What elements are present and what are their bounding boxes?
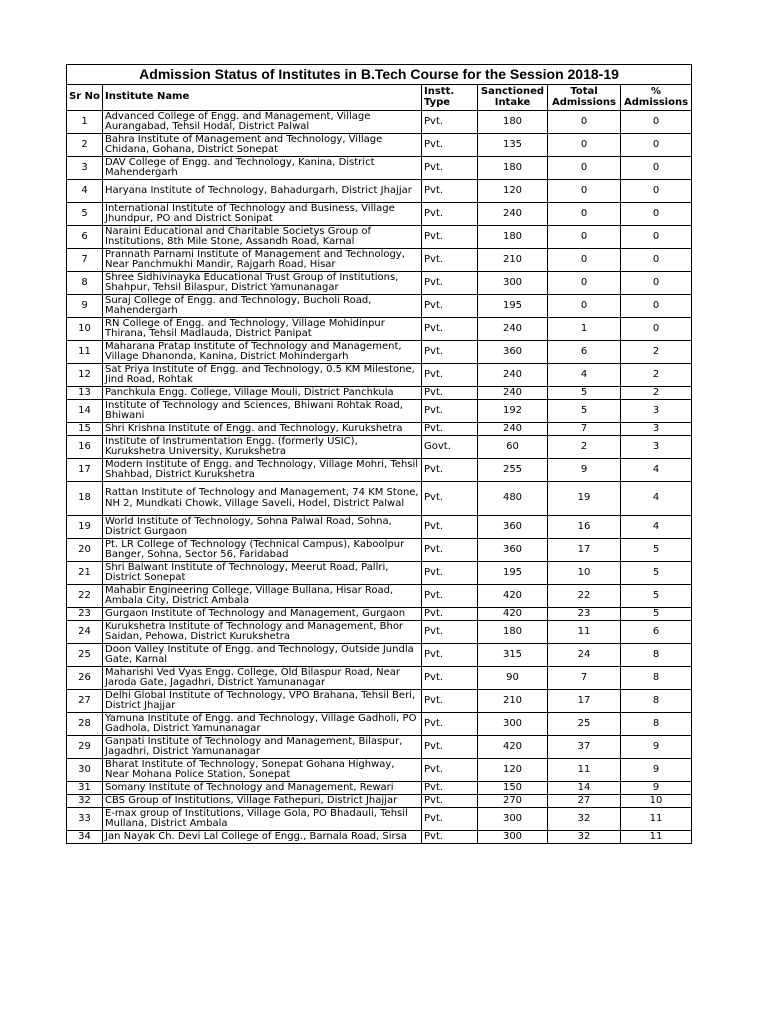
sr-no-cell: 19 [67, 516, 103, 539]
pct-admissions-cell: 3 [621, 400, 692, 423]
institute-name-cell: Maharishi Ved Vyas Engg. College, Old Bilaspur Road, Near Jaroda Gate, Jagadhri, District Yamunanagar [103, 667, 422, 690]
pct-admissions-cell: 4 [621, 459, 692, 482]
institute-name-cell: Mahabir Engineering College, Village Bullana, Hisar Road, Ambala City, District Ambala [103, 585, 422, 608]
institute-name-cell: Yamuna Institute of Engg. and Technology, Village Gadholi, PO Gadhola, District Yamunanagar [103, 713, 422, 736]
sr-no-cell: 4 [67, 180, 103, 203]
instt-type-cell: Pvt. [422, 808, 478, 831]
sr-no-cell: 12 [67, 364, 103, 387]
pct-admissions-cell: 0 [621, 180, 692, 203]
pct-admissions-cell: 5 [621, 562, 692, 585]
institute-name-cell: E-max group of Institutions, Village Gola, PO Bhadauli, Tehsil Mullana, District Ambala [103, 808, 422, 831]
sanctioned-intake-cell: 255 [478, 459, 548, 482]
pct-admissions-cell: 0 [621, 226, 692, 249]
instt-type-cell: Pvt. [422, 585, 478, 608]
instt-type-cell: Pvt. [422, 295, 478, 318]
total-admissions-cell: 16 [548, 516, 621, 539]
sanctioned-intake-cell: 300 [478, 808, 548, 831]
total-admissions-cell: 0 [548, 249, 621, 272]
pct-admissions-cell: 11 [621, 831, 692, 844]
header-instt-type: Instt. Type [422, 85, 478, 111]
instt-type-cell: Pvt. [422, 364, 478, 387]
instt-type-cell: Pvt. [422, 539, 478, 562]
sanctioned-intake-cell: 180 [478, 157, 548, 180]
institute-name-cell: Maharana Pratap Institute of Technology and Management, Village Dhanonda, Kanina, District Mohindergarh [103, 341, 422, 364]
total-admissions-cell: 37 [548, 736, 621, 759]
sanctioned-intake-cell: 180 [478, 621, 548, 644]
total-admissions-cell: 7 [548, 667, 621, 690]
table-row [67, 831, 692, 844]
instt-type-cell: Pvt. [422, 318, 478, 341]
pct-admissions-cell: 2 [621, 387, 692, 400]
sr-no-cell: 10 [67, 318, 103, 341]
institute-name-cell: Kurukshetra Institute of Technology and Management, Bhor Saidan, Pehowa, District Kurukshetra [103, 621, 422, 644]
sr-no-cell: 24 [67, 621, 103, 644]
sr-no-cell: 1 [67, 111, 103, 134]
institute-name-cell: Institute of Technology and Sciences, Bhiwani Rohtak Road, Bhiwani [103, 400, 422, 423]
sr-no-cell: 9 [67, 295, 103, 318]
table-row [67, 180, 692, 203]
table-row [67, 341, 692, 364]
table-row [67, 387, 692, 400]
total-admissions-cell: 19 [548, 482, 621, 516]
sanctioned-intake-cell: 120 [478, 759, 548, 782]
instt-type-cell: Pvt. [422, 482, 478, 516]
instt-type-cell: Pvt. [422, 516, 478, 539]
total-admissions-cell: 0 [548, 203, 621, 226]
table-row [67, 157, 692, 180]
table-row [67, 318, 692, 341]
pct-admissions-cell: 0 [621, 295, 692, 318]
table-row [67, 795, 692, 808]
total-admissions-cell: 0 [548, 272, 621, 295]
sr-no-cell: 20 [67, 539, 103, 562]
sr-no-cell: 3 [67, 157, 103, 180]
instt-type-cell: Pvt. [422, 203, 478, 226]
sanctioned-intake-cell: 120 [478, 180, 548, 203]
pct-admissions-cell: 9 [621, 736, 692, 759]
total-admissions-cell: 0 [548, 157, 621, 180]
sr-no-cell: 2 [67, 134, 103, 157]
sr-no-cell: 34 [67, 831, 103, 844]
sr-no-cell: 18 [67, 482, 103, 516]
total-admissions-cell: 14 [548, 782, 621, 795]
total-admissions-cell: 22 [548, 585, 621, 608]
sr-no-cell: 31 [67, 782, 103, 795]
institute-name-cell: RN College of Engg. and Technology, Village Mohidinpur Thirana, Tehsil Madlauda, District Panipat [103, 318, 422, 341]
instt-type-cell: Pvt. [422, 180, 478, 203]
institute-name-cell: CBS Group of Institutions, Village Fathepuri, District Jhajjar [103, 795, 422, 808]
sanctioned-intake-cell: 420 [478, 585, 548, 608]
table-title: Admission Status of Institutes in B.Tech Course for the Session 2018-19 [67, 65, 692, 85]
header-sanctioned-intake: Sanctioned Intake [478, 85, 548, 111]
sanctioned-intake-cell: 240 [478, 387, 548, 400]
total-admissions-cell: 0 [548, 295, 621, 318]
institute-name-cell: International Institute of Technology and Business, Village Jhundpur, PO and District Sonipat [103, 203, 422, 226]
pct-admissions-cell: 5 [621, 539, 692, 562]
sr-no-cell: 22 [67, 585, 103, 608]
instt-type-cell: Pvt. [422, 341, 478, 364]
sanctioned-intake-cell: 192 [478, 400, 548, 423]
table-row [67, 400, 692, 423]
institute-name-cell: DAV College of Engg. and Technology, Kanina, District Mahendergarh [103, 157, 422, 180]
header-sr-no: Sr No [67, 85, 103, 111]
institute-name-cell: Advanced College of Engg. and Management, Village Aurangabad, Tehsil Hodal, District Palwal [103, 111, 422, 134]
total-admissions-cell: 11 [548, 621, 621, 644]
pct-admissions-cell: 0 [621, 203, 692, 226]
instt-type-cell: Pvt. [422, 387, 478, 400]
sanctioned-intake-cell: 60 [478, 436, 548, 459]
table-header-row [67, 85, 692, 111]
institute-name-cell: Naraini Educational and Charitable Societys Group of Institutions, 8th Mile Stone, Assandh Road, Karnal [103, 226, 422, 249]
instt-type-cell: Pvt. [422, 713, 478, 736]
sanctioned-intake-cell: 180 [478, 111, 548, 134]
total-admissions-cell: 5 [548, 387, 621, 400]
institute-name-cell: Doon Valley Institute of Engg. and Technology, Outside Jundla Gate, Karnal [103, 644, 422, 667]
total-admissions-cell: 2 [548, 436, 621, 459]
institute-name-cell: Shree Sidhivinayka Educational Trust Group of Institutions, Shahpur, Tehsil Bilaspur, District Yamunanagar [103, 272, 422, 295]
pct-admissions-cell: 11 [621, 808, 692, 831]
table-row [67, 226, 692, 249]
total-admissions-cell: 23 [548, 608, 621, 621]
sanctioned-intake-cell: 360 [478, 341, 548, 364]
institute-name-cell: Sat Priya Institute of Engg. and Technology, 0.5 KM Milestone, Jind Road, Rohtak [103, 364, 422, 387]
sr-no-cell: 29 [67, 736, 103, 759]
sanctioned-intake-cell: 135 [478, 134, 548, 157]
pct-admissions-cell: 4 [621, 516, 692, 539]
table-row [67, 608, 692, 621]
institute-name-cell: Bharat Institute of Technology, Sonepat Gohana Highway, Near Mohana Police Station, Sonepat [103, 759, 422, 782]
table-row [67, 272, 692, 295]
total-admissions-cell: 6 [548, 341, 621, 364]
admissions-table [66, 64, 692, 844]
institute-name-cell: Shri Krishna Institute of Engg. and Technology, Kurukshetra [103, 423, 422, 436]
table-row [67, 759, 692, 782]
total-admissions-cell: 11 [548, 759, 621, 782]
institute-name-cell: Pt. LR College of Technology (Technical Campus), Kaboolpur Banger, Sohna, Sector 56, Faridabad [103, 539, 422, 562]
sr-no-cell: 14 [67, 400, 103, 423]
instt-type-cell: Pvt. [422, 644, 478, 667]
pct-admissions-cell: 0 [621, 249, 692, 272]
table-row [67, 364, 692, 387]
table-row [67, 808, 692, 831]
pct-admissions-cell: 0 [621, 111, 692, 134]
institute-name-cell: Bahra Institute of Management and Technology, Village Chidana, Gohana, District Sonepat [103, 134, 422, 157]
sanctioned-intake-cell: 300 [478, 831, 548, 844]
total-admissions-cell: 1 [548, 318, 621, 341]
instt-type-cell: Pvt. [422, 759, 478, 782]
instt-type-cell: Pvt. [422, 736, 478, 759]
sanctioned-intake-cell: 300 [478, 272, 548, 295]
total-admissions-cell: 0 [548, 226, 621, 249]
table-row [67, 690, 692, 713]
pct-admissions-cell: 6 [621, 621, 692, 644]
table-row [67, 782, 692, 795]
pct-admissions-cell: 3 [621, 423, 692, 436]
table-row [67, 516, 692, 539]
header-pct-admissions: % Admissions [621, 85, 692, 111]
pct-admissions-cell: 0 [621, 134, 692, 157]
total-admissions-cell: 24 [548, 644, 621, 667]
sanctioned-intake-cell: 360 [478, 539, 548, 562]
total-admissions-cell: 4 [548, 364, 621, 387]
institute-name-cell: Haryana Institute of Technology, Bahadurgarh, District Jhajjar [103, 180, 422, 203]
institute-name-cell: Jan Nayak Ch. Devi Lal College of Engg., Barnala Road, Sirsa [103, 831, 422, 844]
header-total-admissions: Total Admissions [548, 85, 621, 111]
sr-no-cell: 27 [67, 690, 103, 713]
table-body [67, 111, 692, 844]
institute-name-cell: Delhi Global Institute of Technology, VPO Brahana, Tehsil Beri, District Jhajjar [103, 690, 422, 713]
instt-type-cell: Pvt. [422, 608, 478, 621]
sanctioned-intake-cell: 300 [478, 713, 548, 736]
instt-type-cell: Pvt. [422, 111, 478, 134]
institute-name-cell: Shri Balwant Institute of Technology, Meerut Road, Pallri, District Sonepat [103, 562, 422, 585]
institute-name-cell: Prannath Parnami Institute of Management and Technology, Near Panchmukhi Mandir, Rajgarh Road, Hisar [103, 249, 422, 272]
sanctioned-intake-cell: 240 [478, 364, 548, 387]
pct-admissions-cell: 2 [621, 341, 692, 364]
sr-no-cell: 17 [67, 459, 103, 482]
table-row [67, 295, 692, 318]
table-row [67, 585, 692, 608]
sr-no-cell: 33 [67, 808, 103, 831]
pct-admissions-cell: 10 [621, 795, 692, 808]
total-admissions-cell: 0 [548, 111, 621, 134]
sanctioned-intake-cell: 195 [478, 295, 548, 318]
institute-name-cell: Gurgaon Institute of Technology and Management, Gurgaon [103, 608, 422, 621]
pct-admissions-cell: 8 [621, 713, 692, 736]
sanctioned-intake-cell: 420 [478, 608, 548, 621]
sanctioned-intake-cell: 90 [478, 667, 548, 690]
institute-name-cell: Panchkula Engg. College, Village Mouli, District Panchkula [103, 387, 422, 400]
pct-admissions-cell: 9 [621, 782, 692, 795]
instt-type-cell: Pvt. [422, 690, 478, 713]
institute-name-cell: Rattan Institute of Technology and Management, 74 KM Stone, NH 2, Mundkati Chowk, Village Saveli, Hodel, District Palwal [103, 482, 422, 516]
sr-no-cell: 13 [67, 387, 103, 400]
sanctioned-intake-cell: 420 [478, 736, 548, 759]
pct-admissions-cell: 5 [621, 608, 692, 621]
table-row [67, 249, 692, 272]
instt-type-cell: Pvt. [422, 157, 478, 180]
sanctioned-intake-cell: 480 [478, 482, 548, 516]
pct-admissions-cell: 2 [621, 364, 692, 387]
sanctioned-intake-cell: 180 [478, 226, 548, 249]
header-institute-name: Institute Name [103, 85, 422, 111]
total-admissions-cell: 9 [548, 459, 621, 482]
institute-name-cell: World Institute of Technology, Sohna Palwal Road, Sohna, District Gurgaon [103, 516, 422, 539]
total-admissions-cell: 0 [548, 180, 621, 203]
pct-admissions-cell: 9 [621, 759, 692, 782]
total-admissions-cell: 32 [548, 831, 621, 844]
instt-type-cell: Pvt. [422, 795, 478, 808]
table-row [67, 667, 692, 690]
sr-no-cell: 23 [67, 608, 103, 621]
sanctioned-intake-cell: 210 [478, 249, 548, 272]
total-admissions-cell: 27 [548, 795, 621, 808]
sanctioned-intake-cell: 150 [478, 782, 548, 795]
instt-type-cell: Pvt. [422, 459, 478, 482]
total-admissions-cell: 5 [548, 400, 621, 423]
institute-name-cell: Modern Institute of Engg. and Technology, Village Mohri, Tehsil Shahbad, District Kurukshetra [103, 459, 422, 482]
instt-type-cell: Pvt. [422, 226, 478, 249]
sr-no-cell: 26 [67, 667, 103, 690]
sr-no-cell: 8 [67, 272, 103, 295]
sr-no-cell: 30 [67, 759, 103, 782]
table-row [67, 562, 692, 585]
sanctioned-intake-cell: 315 [478, 644, 548, 667]
instt-type-cell: Pvt. [422, 667, 478, 690]
instt-type-cell: Govt. [422, 436, 478, 459]
total-admissions-cell: 17 [548, 690, 621, 713]
table-row [67, 621, 692, 644]
table-row [67, 736, 692, 759]
pct-admissions-cell: 8 [621, 667, 692, 690]
pct-admissions-cell: 0 [621, 272, 692, 295]
sanctioned-intake-cell: 270 [478, 795, 548, 808]
sanctioned-intake-cell: 195 [478, 562, 548, 585]
sanctioned-intake-cell: 240 [478, 203, 548, 226]
pct-admissions-cell: 3 [621, 436, 692, 459]
total-admissions-cell: 7 [548, 423, 621, 436]
sanctioned-intake-cell: 240 [478, 318, 548, 341]
sanctioned-intake-cell: 210 [478, 690, 548, 713]
total-admissions-cell: 32 [548, 808, 621, 831]
sr-no-cell: 32 [67, 795, 103, 808]
pct-admissions-cell: 8 [621, 690, 692, 713]
sr-no-cell: 11 [67, 341, 103, 364]
instt-type-cell: Pvt. [422, 621, 478, 644]
table-row [67, 436, 692, 459]
instt-type-cell: Pvt. [422, 134, 478, 157]
table-row [67, 644, 692, 667]
table-row [67, 111, 692, 134]
instt-type-cell: Pvt. [422, 272, 478, 295]
instt-type-cell: Pvt. [422, 831, 478, 844]
sr-no-cell: 5 [67, 203, 103, 226]
sanctioned-intake-cell: 360 [478, 516, 548, 539]
instt-type-cell: Pvt. [422, 782, 478, 795]
total-admissions-cell: 0 [548, 134, 621, 157]
table-row [67, 539, 692, 562]
table-row [67, 203, 692, 226]
total-admissions-cell: 17 [548, 539, 621, 562]
sr-no-cell: 7 [67, 249, 103, 272]
sr-no-cell: 21 [67, 562, 103, 585]
sr-no-cell: 6 [67, 226, 103, 249]
institute-name-cell: Institute of Instrumentation Engg. (formerly USIC), Kurukshetra University, Kurukshetra [103, 436, 422, 459]
instt-type-cell: Pvt. [422, 400, 478, 423]
institute-name-cell: Ganpati Institute of Technology and Management, Bilaspur, Jagadhri, District Yamunanagar [103, 736, 422, 759]
table-row [67, 482, 692, 516]
pct-admissions-cell: 4 [621, 482, 692, 516]
total-admissions-cell: 10 [548, 562, 621, 585]
pct-admissions-cell: 0 [621, 157, 692, 180]
sanctioned-intake-cell: 240 [478, 423, 548, 436]
pct-admissions-cell: 8 [621, 644, 692, 667]
institute-name-cell: Somany Institute of Technology and Management, Rewari [103, 782, 422, 795]
table-row [67, 713, 692, 736]
instt-type-cell: Pvt. [422, 423, 478, 436]
sr-no-cell: 28 [67, 713, 103, 736]
table-row [67, 423, 692, 436]
table-row [67, 459, 692, 482]
pct-admissions-cell: 0 [621, 318, 692, 341]
sr-no-cell: 15 [67, 423, 103, 436]
sr-no-cell: 25 [67, 644, 103, 667]
table-row [67, 134, 692, 157]
sr-no-cell: 16 [67, 436, 103, 459]
instt-type-cell: Pvt. [422, 562, 478, 585]
total-admissions-cell: 25 [548, 713, 621, 736]
instt-type-cell: Pvt. [422, 249, 478, 272]
pct-admissions-cell: 5 [621, 585, 692, 608]
institute-name-cell: Suraj College of Engg. and Technology, Bucholi Road, Mahendergarh [103, 295, 422, 318]
